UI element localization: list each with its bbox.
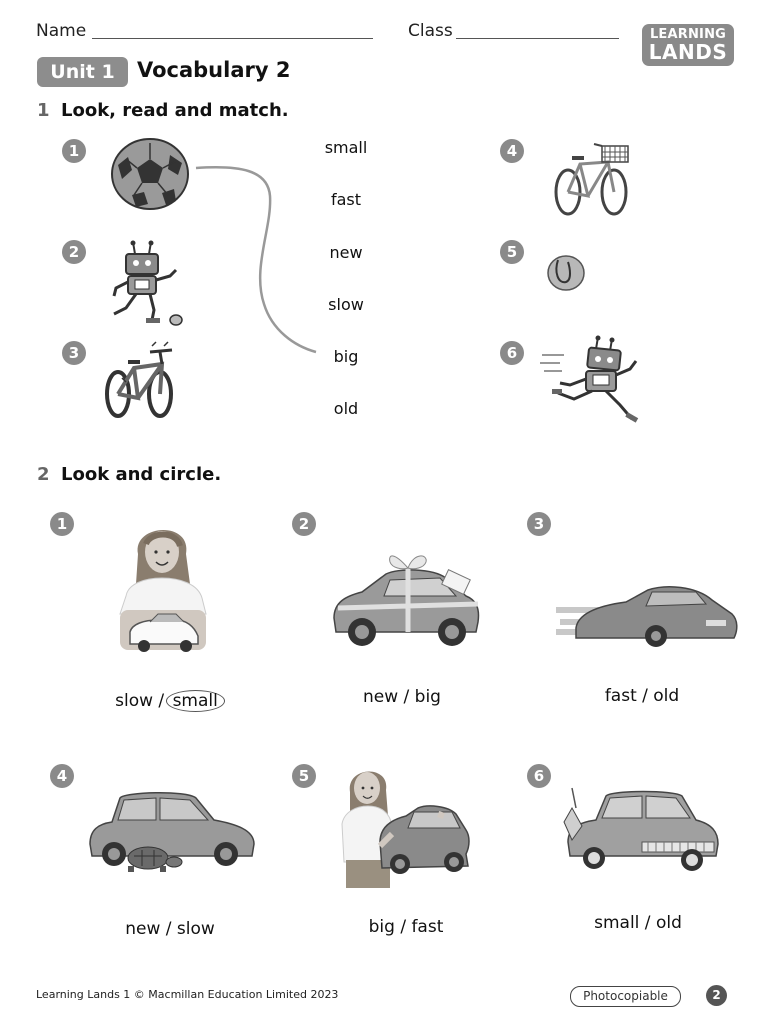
class-label: Class <box>408 21 453 41</box>
unit-label: Unit 1 <box>37 57 128 87</box>
s2-caption <box>70 690 270 712</box>
s2-item-number: 1 <box>50 512 74 536</box>
s2-item-number: 5 <box>292 764 316 788</box>
section1-instruction: Look, read and match. <box>61 100 289 121</box>
photocopiable-badge: Photocopiable <box>570 986 681 1007</box>
s2-item-number: 4 <box>50 764 74 788</box>
match-word: small <box>324 138 368 157</box>
name-label: Name <box>36 21 87 41</box>
s2-caption[interactable]: new / big <box>363 687 441 707</box>
s1-item-number: 3 <box>62 341 86 365</box>
logo-line2: LANDS <box>648 40 728 64</box>
car-and-tortoise-icon <box>86 786 258 880</box>
s2-caption[interactable]: fast / old <box>604 686 680 706</box>
logo-line1: LEARNING <box>649 27 727 42</box>
s1-item-number: 5 <box>500 240 524 264</box>
s2-item-number: 2 <box>292 512 316 536</box>
section2-instruction: Look and circle. <box>61 464 222 485</box>
s1-item-number: 2 <box>62 240 86 264</box>
s1-item-number: 1 <box>62 139 86 163</box>
s1-item-number: 6 <box>500 341 524 365</box>
match-word: fast <box>330 190 362 209</box>
page-title: Vocabulary 2 <box>137 58 291 82</box>
s2-caption[interactable]: big / fast <box>368 917 444 937</box>
s2-item-number: 6 <box>527 764 551 788</box>
girl-holding-small-car-icon <box>114 514 212 662</box>
s1-item-number: 4 <box>500 139 524 163</box>
fast-sports-car-icon <box>556 580 740 650</box>
section2-number: 2 <box>37 464 50 485</box>
match-word: slow <box>328 295 364 314</box>
s2-option[interactable]: slow <box>115 691 154 711</box>
section1-number: 1 <box>37 100 50 121</box>
s2-caption[interactable]: small / old <box>594 913 682 933</box>
match-word: big <box>333 347 359 366</box>
s2-caption[interactable]: new / slow <box>125 919 215 939</box>
page-number: 2 <box>706 985 727 1006</box>
girl-holding-big-car-icon <box>336 762 472 890</box>
old-classic-car-icon <box>562 786 722 878</box>
s2-separator: / <box>153 691 170 711</box>
car-with-bow-icon <box>328 548 482 648</box>
copyright-text: Learning Lands 1 © Macmillan Education Limited 2023 <box>36 988 339 1001</box>
match-word: new <box>329 243 363 262</box>
s2-item-number: 3 <box>527 512 551 536</box>
match-word: old <box>333 399 359 418</box>
s2-option-circled[interactable]: small <box>166 690 225 712</box>
